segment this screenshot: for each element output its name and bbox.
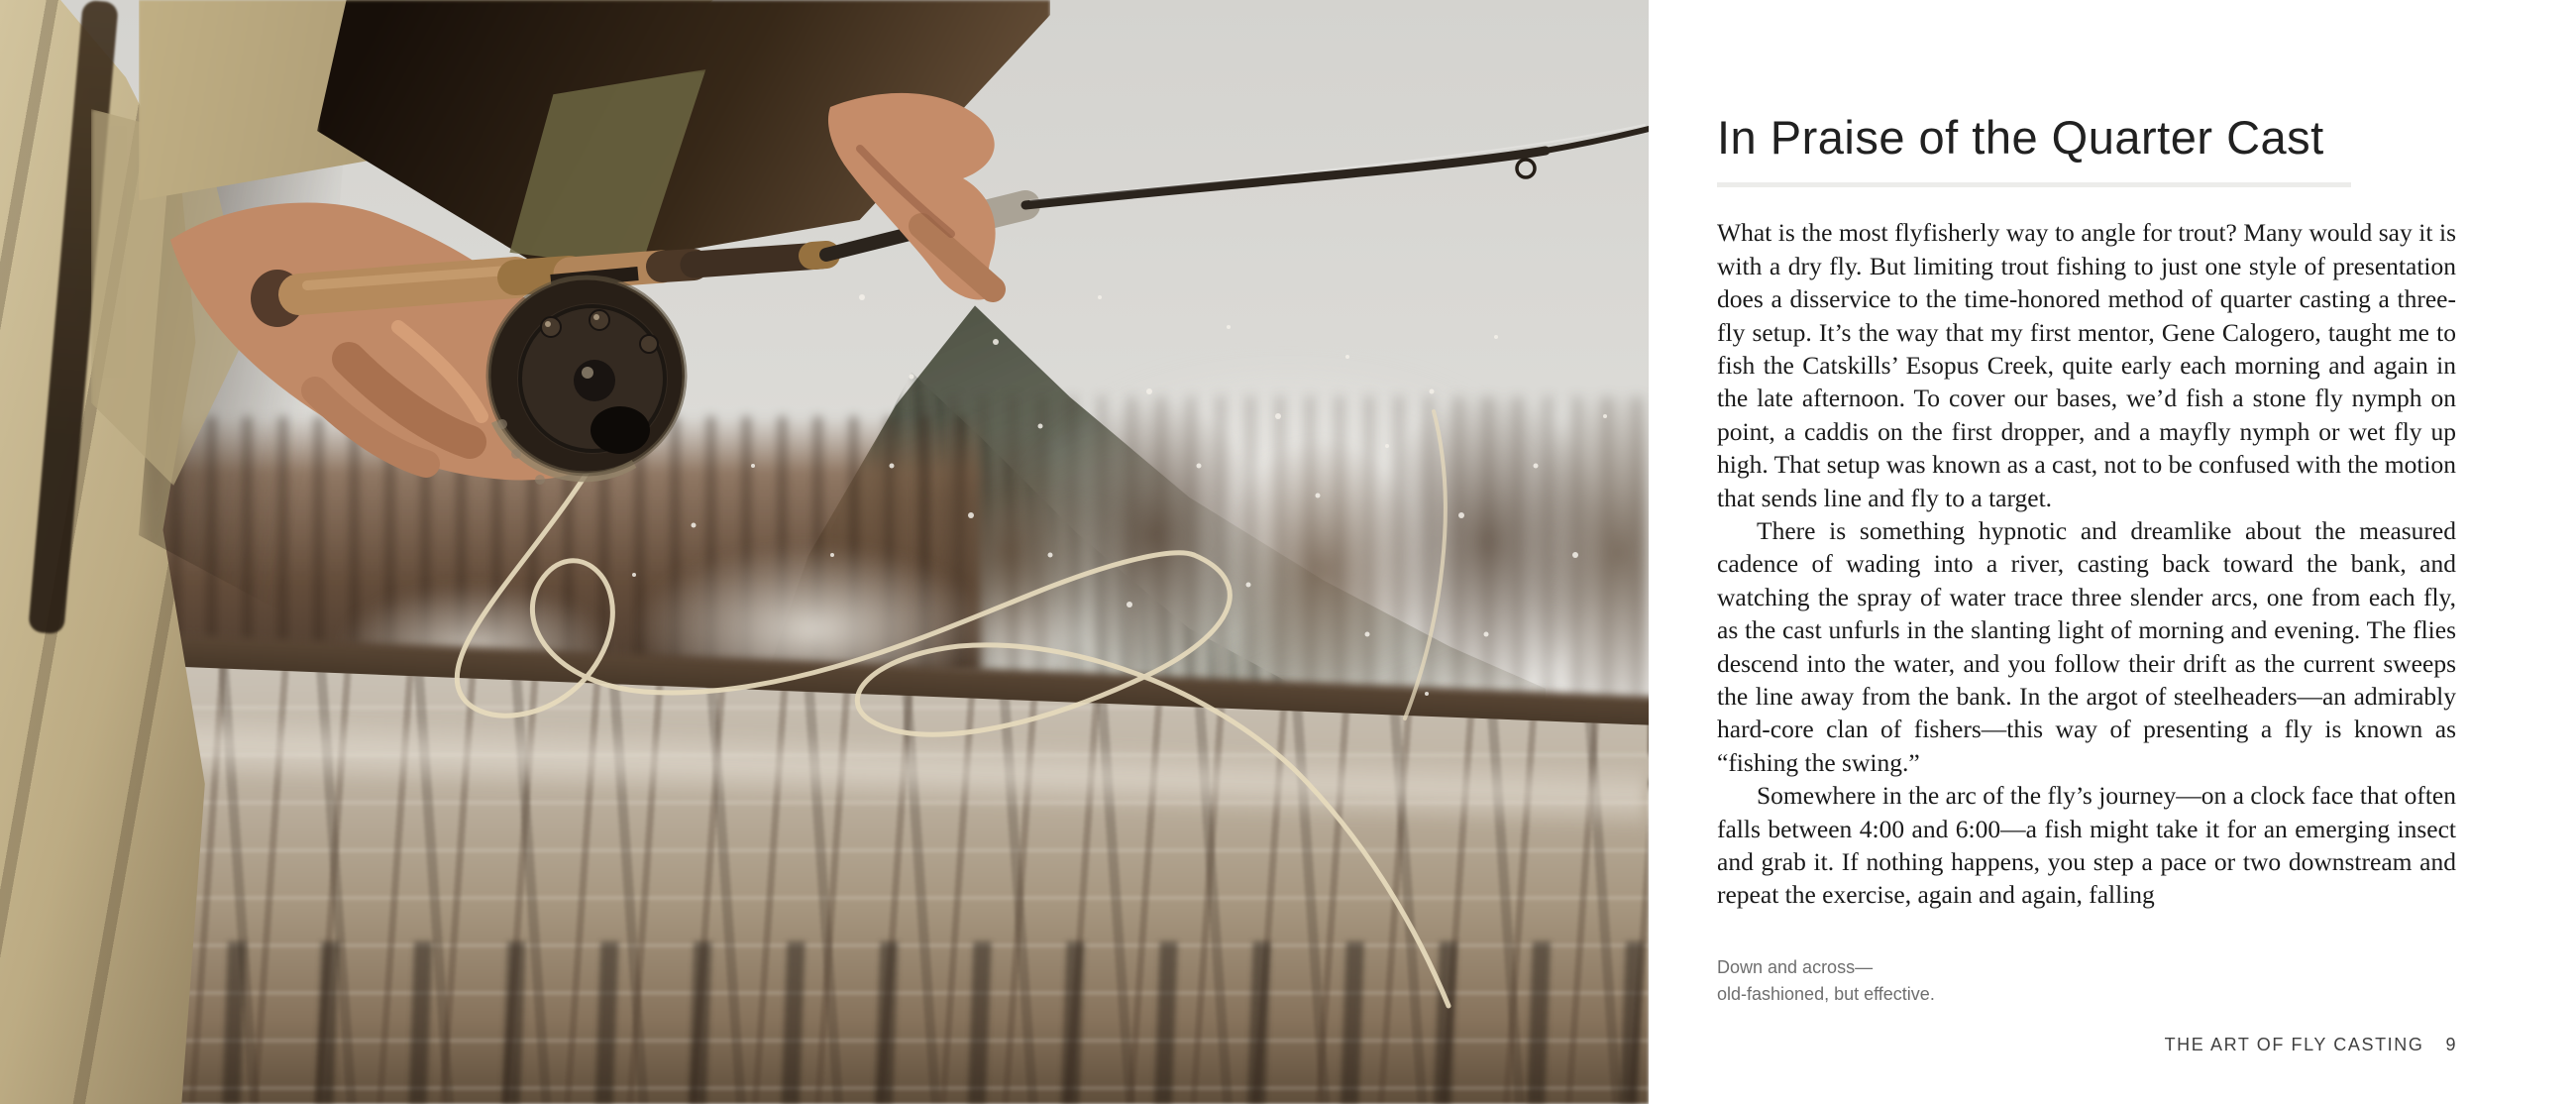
photo-caption (1717, 954, 1935, 1008)
paragraph: What is the most flyfisherly way to angle for trout? Many would say it is with a dry fly. But limiting trout fishing to just one style of presentation does a disservice to the time-honored method of quarter casting a three-fly setup. It’s the way that my first mentor, Gene Calogero, taught me to fish the Catskills’ Esopus Creek, quite early each morning and again in the late afternoon. To cover our bases, we’d fish a stone fly nymph on point, a caddis on the first dropper, and a mayfly nymph or wet fly up high. That setup was known as a cast, not to be confused with the motion that sends line and fly to a target. (1717, 218, 2456, 512)
water-droplets (632, 294, 1607, 696)
page-footer (1717, 1035, 2456, 1055)
paragraph: There is something hypnotic and dreamlike about the measured cadence of wading into a river, casting back toward the bank, and watching the spray of water trace three slender arcs, one from each fly, as the cast unfurls in the slanting light of morning and evening. The flies descend into the water, and you follow their drift as the current sweeps the line away from the bank. In the argot of steelheaders—an admirably hard-core clan of fishers—this way of presenting a fly is known as “fishing the swing.” (1717, 516, 2456, 777)
reel-hub (574, 360, 615, 401)
page-title: In Praise of the Quarter Cast (1717, 111, 2324, 164)
fly-reel (488, 274, 685, 485)
rod-guide-ring (1517, 160, 1535, 177)
title-rule (1717, 182, 2351, 187)
pointing-hand (828, 93, 996, 300)
reel-spool-hole (590, 406, 650, 454)
paragraph: Somewhere in the arc of the fly’s journey—on a clock face that often falls between 4:00 and 6:00—a fish might take it for an emerging insect and grab it. If nothing happens, you step a pace or two downstream and repeat the exercise, again and again, falling (1717, 781, 2456, 910)
page-number: 9 (2445, 1035, 2456, 1054)
page-content (1717, 0, 2456, 912)
running-head: THE ART OF FLY CASTING (2164, 1035, 2424, 1054)
body-text (1717, 216, 2456, 912)
book-page (1649, 0, 2576, 1104)
caption-line: Down and across— (1717, 957, 1874, 977)
caption-line: old-fashioned, but effective. (1717, 984, 1935, 1004)
fly-line (457, 411, 1449, 1006)
